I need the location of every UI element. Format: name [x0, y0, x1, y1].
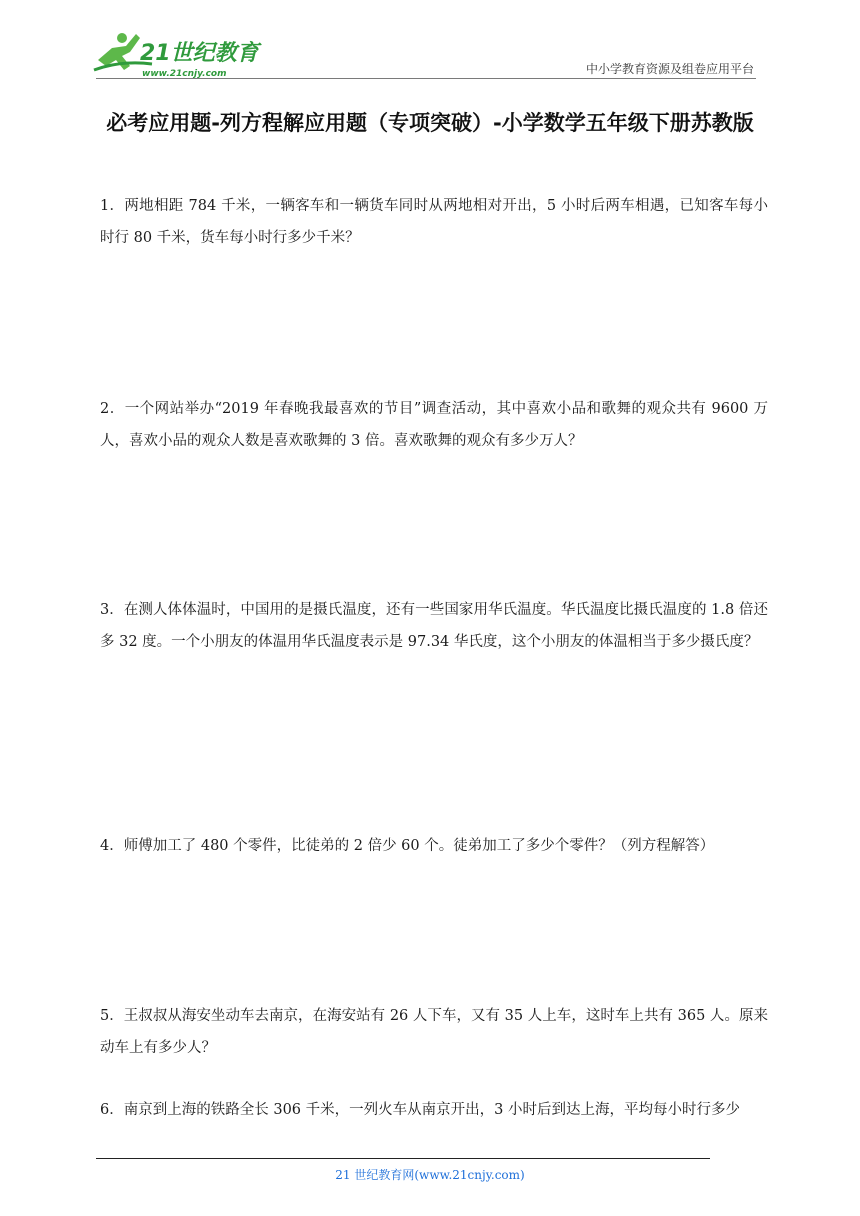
logo-url: www.21cnjy.com [142, 69, 227, 79]
question-4 [100, 830, 768, 862]
platform-tagline: 中小学教育资源及组卷应用平台 [585, 62, 754, 76]
question-text: 师傅加工了 480 个零件，比徒弟的 2 倍少 60 个。徒弟加工了多少个零件？（列方程解答） [123, 838, 715, 854]
logo [92, 30, 262, 80]
question-1 [100, 190, 768, 254]
logo-brand: 21世纪教育 [140, 41, 259, 66]
footer-link[interactable]: 21 世纪教育网(www.21cnjy.com) [335, 1168, 525, 1182]
question-3 [100, 594, 768, 658]
page-title: 必考应用题-列方程解应用题（专项突破）-小学数学五年级下册苏教版 [106, 111, 754, 135]
question-number: 5． [100, 1008, 124, 1024]
header-divider [96, 78, 756, 79]
question-2 [100, 393, 768, 457]
question-text: 一个网站举办“2019 年春晚我最喜欢的节目”调查活动，其中喜欢小品和歌舞的观众共有 9600 万人，喜欢小品的观众人数是喜欢歌舞的 3 倍。喜欢歌舞的观众有多少万人？ [100, 401, 769, 449]
question-number: 3． [100, 602, 124, 618]
question-number: 1． [100, 198, 125, 214]
footer-divider [96, 1158, 710, 1159]
question-number: 6． [100, 1102, 124, 1118]
question-number: 4． [100, 838, 124, 854]
question-text: 王叔叔从海安坐动车去南京，在海安站有 26 人下车，又有 35 人上车，这时车上共有 365 人。原来动车上有多少人？ [100, 1008, 768, 1056]
question-text: 在测人体体温时，中国用的是摄氏温度，还有一些国家用华氏温度。华氏温度比摄氏温度的 1.8 倍还多 32 度。一个小朋友的体温用华氏温度表示是 97.34 华氏度，这个小朋友的体温相当于多少摄氏度？ [100, 602, 768, 650]
question-5 [100, 1000, 768, 1064]
question-6 [100, 1094, 768, 1126]
question-text: 南京到上海的铁路全长 306 千米，一列火车从南京开出，3 小时后到达上海，平均每小时行多少 [123, 1102, 740, 1118]
question-number: 2． [100, 401, 125, 417]
question-text: 两地相距 784 千米，一辆客车和一辆货车同时从两地相对开出，5 小时后两车相遇，已知客车每小时行 80 千米，货车每小时行多少千米？ [100, 198, 768, 246]
